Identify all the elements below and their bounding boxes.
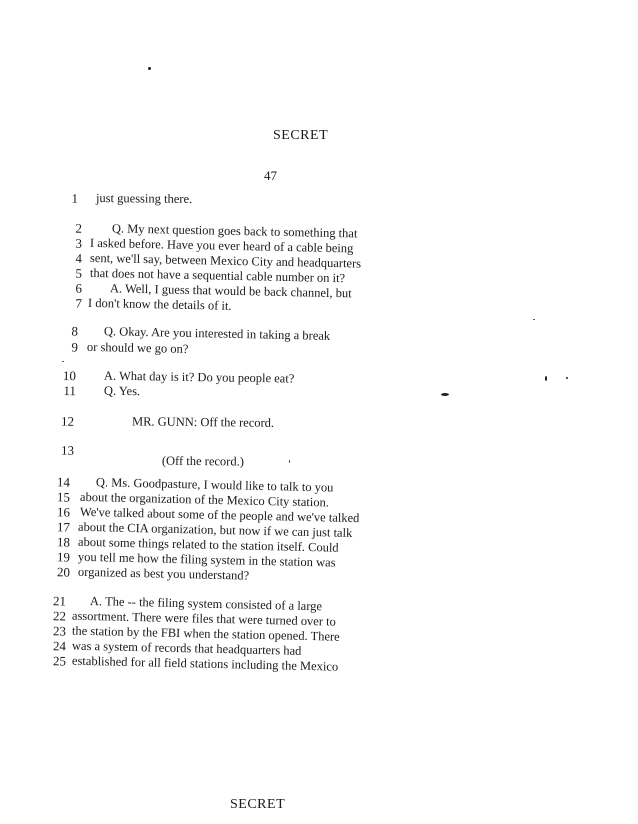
line-number: 7: [75, 295, 83, 311]
line-number: 22: [52, 608, 67, 624]
line-number: 6: [75, 280, 83, 296]
line-number: 12: [60, 413, 75, 429]
line-number: 3: [75, 235, 83, 251]
line-text: We've talked about some of the people and we've talked: [79, 504, 360, 526]
scan-speck: [545, 376, 547, 381]
line-number: 20: [56, 564, 71, 580]
scan-speck: [441, 393, 449, 396]
line-text: that does not have a sequential cable number on it?: [89, 265, 346, 286]
line-number: 5: [75, 265, 83, 281]
line-text: A. The -- the filing system consisted of a large: [89, 594, 323, 614]
line-number: 15: [56, 489, 71, 505]
scan-speck: [566, 377, 568, 379]
line-text: I asked before. Have you ever heard of a cable being: [89, 235, 354, 256]
classification-header: SECRET: [273, 128, 329, 143]
line-text: about some things related to the station itself. Could: [77, 534, 339, 555]
line-text: was a system of records that headquarters had: [71, 638, 302, 658]
line-text: Q. My next question goes back to something that: [111, 221, 358, 241]
line-number: 1: [71, 190, 79, 206]
line-number: 23: [52, 623, 67, 639]
line-text: assortment. There were files that were turned over to: [71, 608, 336, 629]
line-text: A. Well, I guess that would be back channel, but: [109, 281, 352, 301]
scan-speck: [148, 67, 151, 70]
line-text: the station by the FBI when the station opened. There: [71, 623, 340, 644]
line-text: organized as best you understand?: [77, 564, 250, 583]
line-number: 8: [71, 323, 79, 339]
line-text: about the CIA organization, but now if we can just talk: [77, 519, 353, 540]
line-text: sent, we'll say, between Mexico City and headquarters: [89, 250, 362, 271]
line-number: 13: [60, 442, 75, 458]
line-number: 19: [56, 549, 71, 565]
line-text: Q. Yes.: [103, 383, 141, 399]
line-number: 4: [75, 250, 83, 266]
line-text: about the organization of the Mexico City station.: [79, 489, 330, 510]
line-number: 10: [62, 367, 77, 384]
line-number: 18: [56, 534, 71, 550]
line-number: 14: [56, 474, 71, 490]
line-text: I don't know the details of it.: [87, 295, 232, 313]
line-number: 17: [56, 519, 71, 535]
scan-speck: [533, 319, 535, 320]
line-text: established for all field stations including the Mexico: [71, 653, 339, 674]
line-number: 25: [52, 653, 67, 669]
line-text: or should we go on?: [86, 339, 189, 356]
line-number: 11: [63, 382, 77, 399]
line-number: 9: [71, 339, 79, 355]
line-text: A. What day is it? Do you people eat?: [103, 368, 295, 386]
page-number: 47: [264, 168, 277, 183]
scan-speck: [289, 460, 290, 463]
line-text: MR. GUNN: Off the record.: [131, 414, 275, 430]
line-number: 24: [52, 638, 67, 654]
line-text: you tell me how the filing system in the station was: [77, 549, 336, 570]
line-text: (Off the record.): [161, 453, 244, 469]
line-text: Q. Okay. Are you interested in taking a break: [103, 324, 331, 343]
scan-speck: [62, 361, 64, 362]
line-number: 21: [52, 593, 67, 609]
line-number: 16: [56, 504, 71, 520]
classification-footer: SECRET: [230, 797, 286, 812]
line-text: just guessing there.: [95, 191, 193, 207]
line-text: Q. Ms. Goodpasture, I would like to talk to you: [95, 475, 334, 495]
line-number: 2: [75, 220, 83, 236]
